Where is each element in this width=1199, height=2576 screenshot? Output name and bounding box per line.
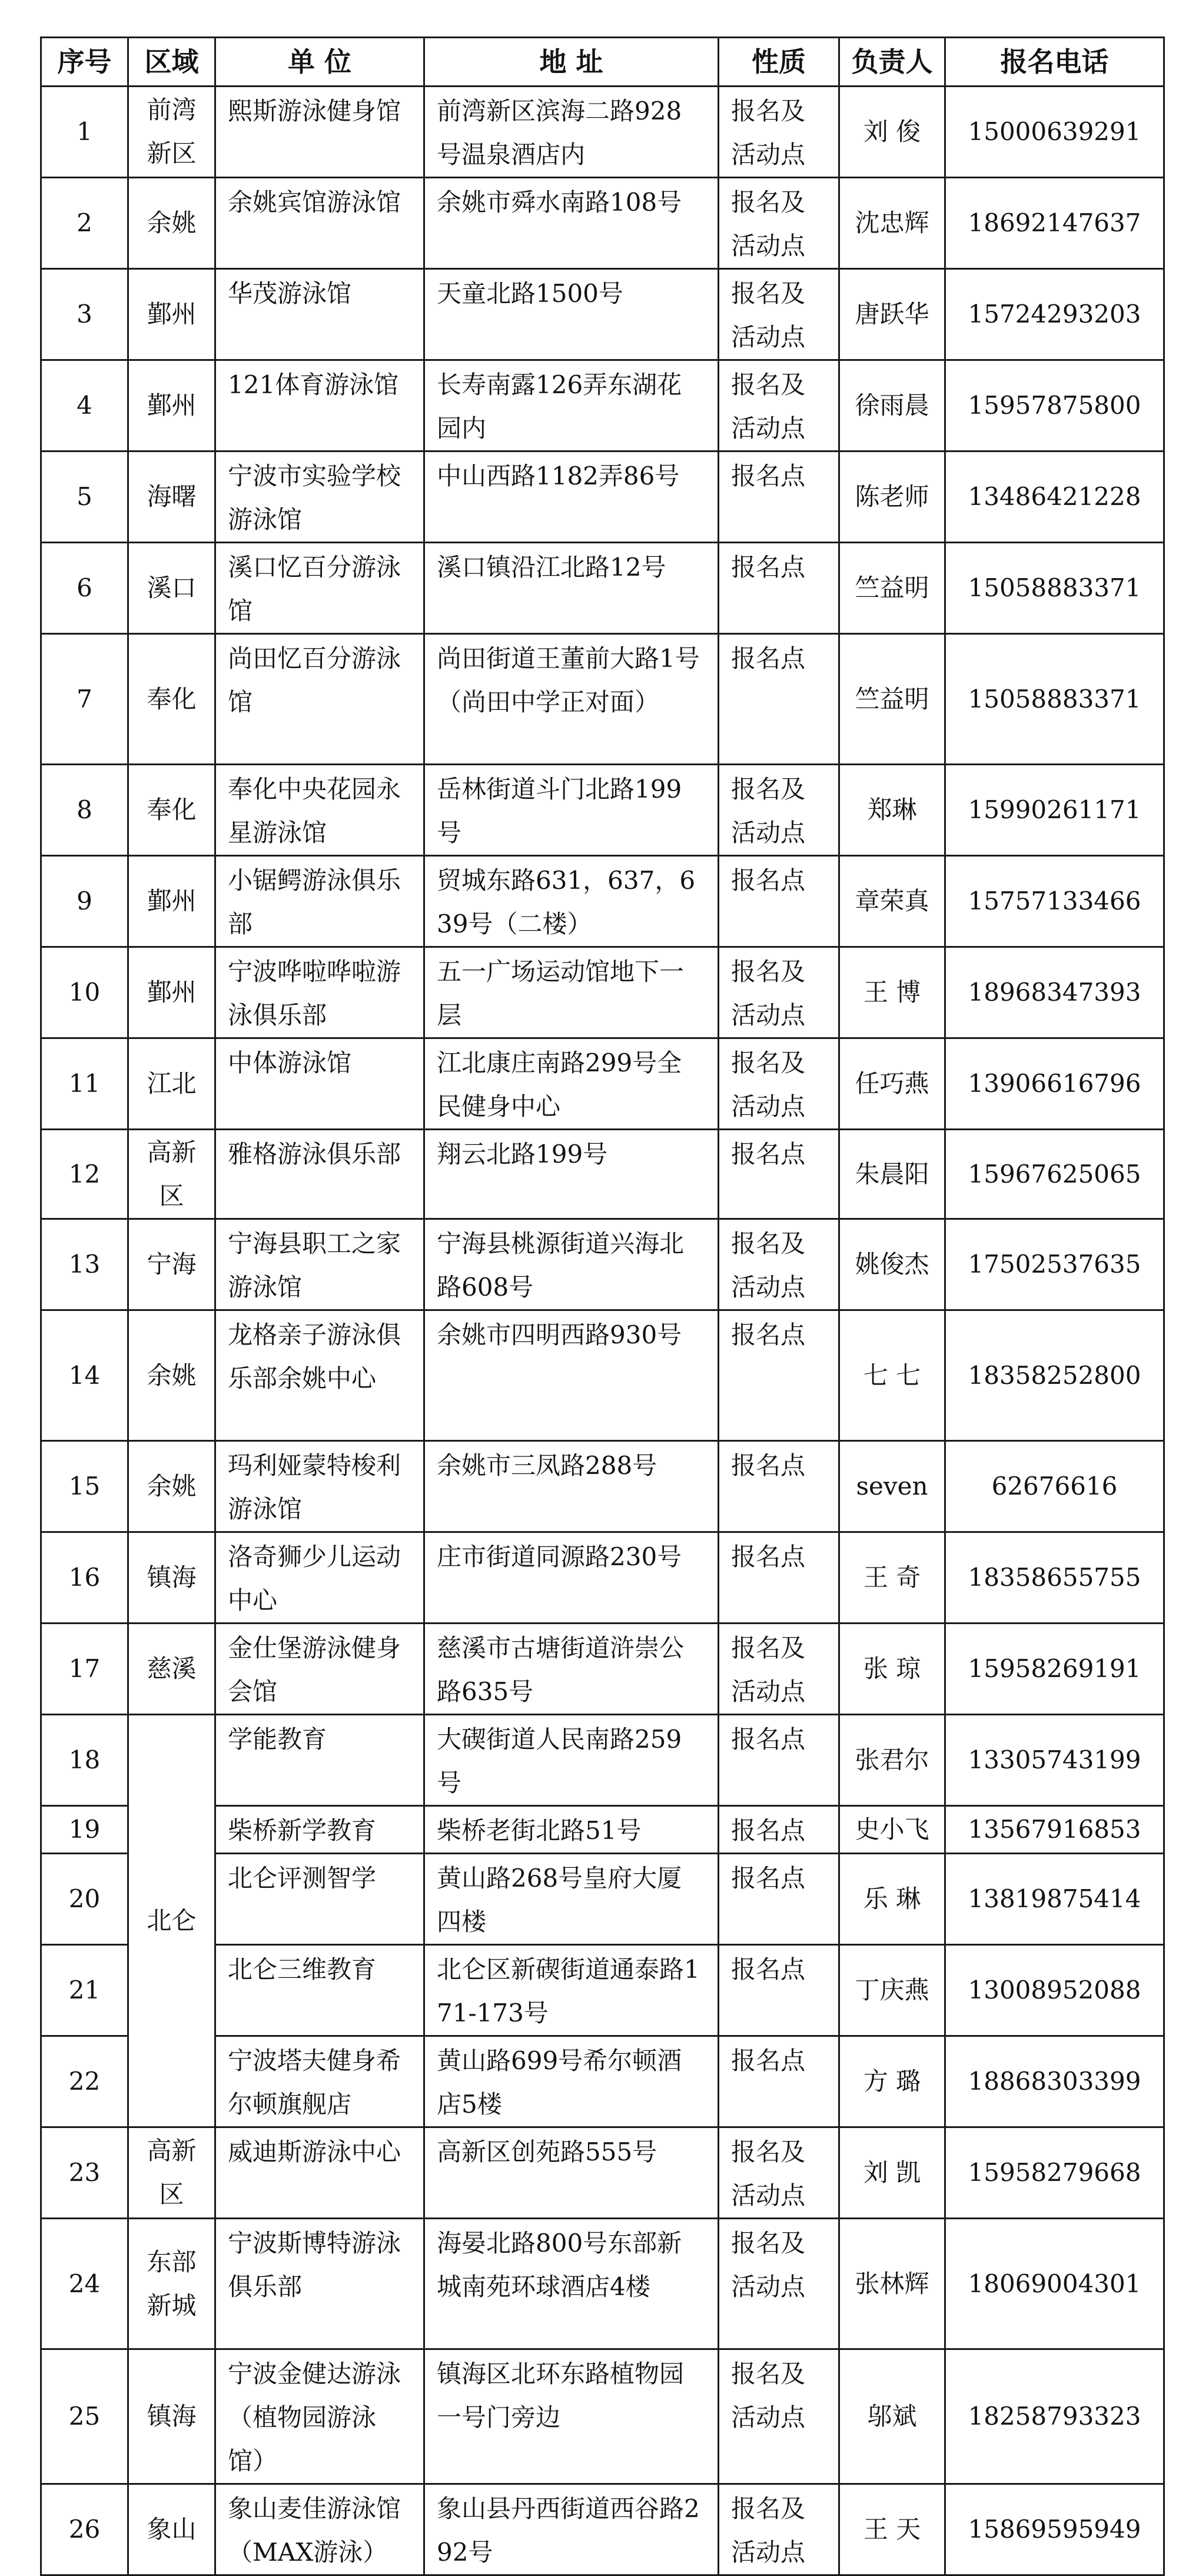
type-cell: 报名点 [719,1130,839,1219]
row-number: 21 [41,1945,128,2036]
type-cell: 报名及活动点 [719,1038,839,1130]
address-cell: 余姚市四明西路930号 [424,1310,719,1441]
address-cell: 岳林街道斗门北路199号 [424,765,719,856]
table-row [41,634,1164,765]
row-number: 1 [41,87,128,178]
phone-cell: 18868303399 [945,2036,1164,2127]
table-row [41,765,1164,856]
row-number: 15 [41,1441,128,1532]
type-cell: 报名及活动点 [719,947,839,1038]
person-cell: 王 奇 [839,1532,945,1624]
phone-cell: 15958279668 [945,2127,1164,2219]
phone-cell: 18069004301 [945,2219,1164,2349]
person-cell: 竺益明 [839,634,945,765]
phone-cell: 13486421228 [945,452,1164,543]
row-number: 6 [41,543,128,634]
person-cell: 徐雨晨 [839,360,945,452]
address-cell: 海晏北路800号东部新城南苑环球酒店4楼 [424,2219,719,2349]
row-number: 12 [41,1130,128,1219]
table-row [41,360,1164,452]
person-cell: 七 七 [839,1310,945,1441]
unit-cell: 玛利娅蒙特梭利游泳馆 [215,1441,424,1532]
phone-cell: 18968347393 [945,947,1164,1038]
phone-cell: 15000639291 [945,87,1164,178]
type-cell: 报名点 [719,1854,839,1945]
region-cell: 余姚 [128,1310,215,1441]
header-row [41,38,1164,87]
unit-cell: 宁波市实验学校游泳馆 [215,452,424,543]
person-cell: 唐跃华 [839,269,945,360]
type-cell: 报名点 [719,1945,839,2036]
unit-cell: 宁波金健达游泳（植物园游泳馆） [215,2349,424,2484]
person-cell: 任巧燕 [839,1038,945,1130]
phone-cell: 13906616796 [945,1038,1164,1130]
table-row [41,543,1164,634]
person-cell: 邬斌 [839,2349,945,2484]
row-number: 25 [41,2349,128,2484]
phone-cell: 13008952088 [945,1945,1164,2036]
region-cell: 奉化 [128,765,215,856]
row-number: 26 [41,2484,128,2575]
unit-cell: 金仕堡游泳健身会馆 [215,1624,424,1715]
region-cell: 鄞州 [128,360,215,452]
type-cell: 报名及活动点 [719,765,839,856]
type-cell: 报名及活动点 [719,2349,839,2484]
person-cell: 张 琼 [839,1624,945,1715]
type-cell: 报名点 [719,543,839,634]
address-cell: 高新区创苑路555号 [424,2127,719,2219]
row-number: 23 [41,2127,128,2219]
phone-cell: 18358655755 [945,1532,1164,1624]
type-cell: 报名及活动点 [719,2219,839,2349]
table-row [41,1219,1164,1310]
phone-cell: 15967625065 [945,1130,1164,1219]
header-person: 负责人 [839,38,945,87]
phone-cell: 62676616 [945,1441,1164,1532]
type-cell: 报名及活动点 [719,360,839,452]
registration-table [40,36,1165,2576]
region-cell: 东部新城 [128,2219,215,2349]
header-unit: 单 位 [215,38,424,87]
unit-cell: 华茂游泳馆 [215,269,424,360]
unit-cell: 北仑三维教育 [215,1945,424,2036]
region-cell: 镇海 [128,2349,215,2484]
region-cell: 象山 [128,2484,215,2575]
region-cell: 余姚 [128,178,215,269]
region-cell: 高新区 [128,1130,215,1219]
person-cell: 张君尔 [839,1715,945,1806]
row-number: 9 [41,856,128,947]
type-cell: 报名点 [719,1532,839,1624]
region-cell: 高新区 [128,2127,215,2219]
row-number: 4 [41,360,128,452]
person-cell: 乐 琳 [839,1854,945,1945]
address-cell: 余姚市三凤路288号 [424,1441,719,1532]
header-address: 地 址 [424,38,719,87]
type-cell: 报名及活动点 [719,269,839,360]
region-cell: 前湾新区 [128,87,215,178]
address-cell: 黄山路268号皇府大厦四楼 [424,1854,719,1945]
phone-cell: 15757133466 [945,856,1164,947]
header-type: 性质 [719,38,839,87]
person-cell: 王 天 [839,2484,945,2575]
table-row [41,1441,1164,1532]
unit-cell: 北仑评测智学 [215,1854,424,1945]
region-cell: 余姚 [128,1441,215,1532]
person-cell: 郑琳 [839,765,945,856]
row-number: 13 [41,1219,128,1310]
address-cell: 大碶街道人民南路259号 [424,1715,719,1806]
row-number: 17 [41,1624,128,1715]
phone-cell: 15869595949 [945,2484,1164,2575]
type-cell: 报名点 [719,1806,839,1854]
phone-cell: 15957875800 [945,360,1164,452]
table-row [41,178,1164,269]
row-number: 11 [41,1038,128,1130]
person-cell: 王 博 [839,947,945,1038]
address-cell: 庄市街道同源路230号 [424,1532,719,1624]
person-cell: 史小飞 [839,1806,945,1854]
row-number: 7 [41,634,128,765]
address-cell: 宁海县桃源街道兴海北路608号 [424,1219,719,1310]
row-number: 20 [41,1854,128,1945]
type-cell: 报名点 [719,1715,839,1806]
person-cell: 陈老师 [839,452,945,543]
region-cell: 奉化 [128,634,215,765]
row-number: 19 [41,1806,128,1854]
row-number: 5 [41,452,128,543]
unit-cell: 宁海县职工之家游泳馆 [215,1219,424,1310]
row-number: 16 [41,1532,128,1624]
table-row [41,1310,1164,1441]
row-number: 2 [41,178,128,269]
phone-cell: 13567916853 [945,1806,1164,1854]
unit-cell: 宁波斯博特游泳俱乐部 [215,2219,424,2349]
unit-cell: 121体育游泳馆 [215,360,424,452]
region-cell: 江北 [128,1038,215,1130]
table-row [41,2349,1164,2484]
table-row [41,2219,1164,2349]
phone-cell: 18358252800 [945,1310,1164,1441]
person-cell: 丁庆燕 [839,1945,945,2036]
region-cell: 海曙 [128,452,215,543]
table-row [41,947,1164,1038]
unit-cell: 小锯鳄游泳俱乐部 [215,856,424,947]
table-row [41,1038,1164,1130]
unit-cell: 余姚宾馆游泳馆 [215,178,424,269]
unit-cell: 龙格亲子游泳俱乐部余姚中心 [215,1310,424,1441]
type-cell: 报名点 [719,634,839,765]
phone-cell: 17502537635 [945,1219,1164,1310]
table-row [41,269,1164,360]
region-cell: 溪口 [128,543,215,634]
unit-cell: 洛奇狮少儿运动中心 [215,1532,424,1624]
address-cell: 前湾新区滨海二路928号温泉酒店内 [424,87,719,178]
type-cell: 报名及活动点 [719,178,839,269]
table-row [41,2484,1164,2575]
person-cell: 刘 凯 [839,2127,945,2219]
phone-cell: 18692147637 [945,178,1164,269]
region-cell: 鄞州 [128,947,215,1038]
row-number: 24 [41,2219,128,2349]
address-cell: 尚田街道王董前大路1号（尚田中学正对面） [424,634,719,765]
table-row [41,452,1164,543]
table-row [41,856,1164,947]
address-cell: 中山西路1182弄86号 [424,452,719,543]
unit-cell: 宁波哗啦哗啦游泳俱乐部 [215,947,424,1038]
address-cell: 象山县丹西街道西谷路292号 [424,2484,719,2575]
row-number: 22 [41,2036,128,2127]
type-cell: 报名点 [719,2036,839,2127]
person-cell: 刘 俊 [839,87,945,178]
unit-cell: 象山麦佳游泳馆（MAX游泳） [215,2484,424,2575]
address-cell: 黄山路699号希尔顿酒店5楼 [424,2036,719,2127]
table-row [41,2127,1164,2219]
type-cell: 报名及活动点 [719,1624,839,1715]
type-cell: 报名及活动点 [719,2127,839,2219]
table-row [41,1130,1164,1219]
row-number: 18 [41,1715,128,1806]
person-cell: 章荣真 [839,856,945,947]
row-number: 14 [41,1310,128,1441]
person-cell: 沈忠辉 [839,178,945,269]
row-number: 3 [41,269,128,360]
row-number: 8 [41,765,128,856]
unit-cell: 威迪斯游泳中心 [215,2127,424,2219]
phone-cell: 15724293203 [945,269,1164,360]
unit-cell: 柴桥新学教育 [215,1806,424,1854]
table-body [41,87,1164,2575]
address-cell: 慈溪市古塘街道浒崇公路635号 [424,1624,719,1715]
region-cell: 镇海 [128,1532,215,1624]
address-cell: 长寿南露126弄东湖花园内 [424,360,719,452]
unit-cell: 奉化中央花园永星游泳馆 [215,765,424,856]
person-cell: 张林辉 [839,2219,945,2349]
unit-cell: 熙斯游泳健身馆 [215,87,424,178]
phone-cell: 13819875414 [945,1854,1164,1945]
region-cell: 鄞州 [128,856,215,947]
phone-cell: 15990261171 [945,765,1164,856]
address-cell: 溪口镇沿江北路12号 [424,543,719,634]
phone-cell: 18258793323 [945,2349,1164,2484]
address-cell: 余姚市舜水南路108号 [424,178,719,269]
region-cell: 北仑 [128,1715,215,2127]
person-cell: 姚俊杰 [839,1219,945,1310]
address-cell: 镇海区北环东路植物园一号门旁边 [424,2349,719,2484]
unit-cell: 溪口忆百分游泳馆 [215,543,424,634]
address-cell: 翔云北路199号 [424,1130,719,1219]
person-cell: 竺益明 [839,543,945,634]
type-cell: 报名点 [719,1441,839,1532]
phone-cell: 13305743199 [945,1715,1164,1806]
region-cell: 宁海 [128,1219,215,1310]
unit-cell: 学能教育 [215,1715,424,1806]
header-no: 序号 [41,38,128,87]
person-cell: 朱晨阳 [839,1130,945,1219]
address-cell: 五一广场运动馆地下一层 [424,947,719,1038]
table-row [41,1624,1164,1715]
table-row [41,1715,1164,1806]
region-cell: 鄞州 [128,269,215,360]
phone-cell: 15958269191 [945,1624,1164,1715]
type-cell: 报名点 [719,452,839,543]
unit-cell: 中体游泳馆 [215,1038,424,1130]
phone-cell: 15058883371 [945,543,1164,634]
person-cell: seven [839,1441,945,1532]
table-row [41,1532,1164,1624]
unit-cell: 宁波塔夫健身希尔顿旗舰店 [215,2036,424,2127]
row-number: 10 [41,947,128,1038]
address-cell: 贸城东路631，637，639号（二楼） [424,856,719,947]
header-phone: 报名电话 [945,38,1164,87]
address-cell: 柴桥老街北路51号 [424,1806,719,1854]
unit-cell: 雅格游泳俱乐部 [215,1130,424,1219]
phone-cell: 15058883371 [945,634,1164,765]
header-region: 区域 [128,38,215,87]
type-cell: 报名点 [719,1310,839,1441]
person-cell: 方 璐 [839,2036,945,2127]
type-cell: 报名及活动点 [719,2484,839,2575]
unit-cell: 尚田忆百分游泳馆 [215,634,424,765]
type-cell: 报名及活动点 [719,87,839,178]
region-cell: 慈溪 [128,1624,215,1715]
address-cell: 江北康庄南路299号全民健身中心 [424,1038,719,1130]
type-cell: 报名点 [719,856,839,947]
address-cell: 北仑区新碶街道通泰路171-173号 [424,1945,719,2036]
type-cell: 报名及活动点 [719,1219,839,1310]
address-cell: 天童北路1500号 [424,269,719,360]
table-row [41,87,1164,178]
